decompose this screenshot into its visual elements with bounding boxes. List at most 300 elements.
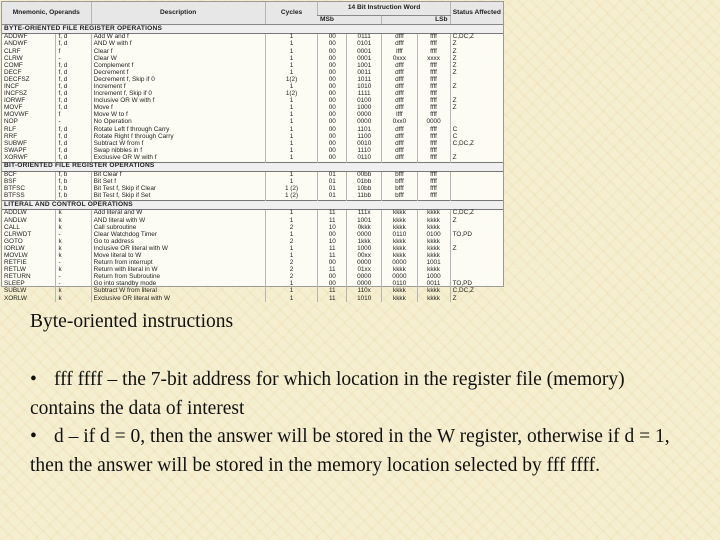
cell-cycles: 1 [265, 148, 318, 155]
cell-lsb: xxxx [417, 55, 450, 62]
cell-mnemonic: DECFSZ [4, 75, 30, 83]
cell-description: Clear f [91, 48, 265, 55]
cell-description: Clear W [91, 55, 265, 62]
cell-operands: f, b [56, 193, 91, 201]
bullet-text-fff: fff ffff – the 7-bit address for which location in the register file (memory) contains the data of interest [30, 369, 625, 419]
cell-bits-2: 0000 [347, 231, 382, 238]
cell-description: Go into standby mode [91, 281, 265, 288]
cell-bits-3: 0110 [382, 231, 417, 238]
cell-cycles: 1 [265, 98, 318, 105]
cell-bits-3: dfff [382, 140, 417, 147]
cell-msb: 00 [318, 34, 347, 42]
cell-cycles: 2 [265, 260, 318, 267]
cell-cycles: 1 [265, 69, 318, 76]
cell-msb: 00 [318, 41, 347, 48]
cell-status: Z [450, 98, 503, 105]
cell-status: C,DC,Z [450, 34, 503, 42]
table-row [2, 105, 503, 112]
cell-bits-2: 11bb [347, 193, 382, 201]
cell-lsb: ffff [417, 77, 450, 84]
cell-mnemonic: INCFSZ [4, 90, 28, 98]
cell-mnemonic: NOP [4, 118, 18, 126]
cell-mnemonic: RRF [4, 132, 18, 140]
cell-lsb: ffff [417, 193, 450, 201]
cell-mnemonic: CLRF [4, 47, 21, 55]
cell-mnemonic: ANDLW [4, 216, 27, 224]
cell-cycles: 1 [265, 210, 318, 218]
cell-status [450, 253, 503, 260]
cell-operands: k [56, 217, 91, 224]
cell-status: Z [450, 246, 503, 253]
cell-status [450, 148, 503, 155]
cell-cycles: 1 [265, 48, 318, 55]
cell-msb: 00 [318, 91, 347, 98]
cell-operands: k [56, 295, 91, 302]
table-row [2, 295, 503, 302]
cell-bits-2: 1000 [347, 246, 382, 253]
cell-msb: 01 [318, 171, 347, 179]
cell-mnemonic: ANDWF [4, 40, 28, 48]
cell-bits-3: lfff [382, 112, 417, 119]
cell-bits-2: 1111 [347, 91, 382, 98]
cell-msb: 10 [318, 224, 347, 231]
section-header-row [2, 201, 503, 210]
cell-mnemonic: MOVF [4, 104, 23, 112]
cell-status: Z [450, 217, 503, 224]
table-row [2, 140, 503, 147]
cell-status: C [450, 126, 503, 133]
cell-cycles: 1 [265, 84, 318, 91]
cell-bits-2: 0100 [347, 98, 382, 105]
cell-lsb: kkkk [417, 217, 450, 224]
cell-operands: k [56, 238, 91, 245]
cell-cycles: 1 [265, 288, 318, 295]
cell-msb: 00 [318, 62, 347, 69]
table-body [2, 25, 503, 303]
cell-mnemonic: RETURN [4, 273, 31, 281]
cell-operands: f, d [56, 69, 91, 76]
cell-msb: 00 [318, 77, 347, 84]
cell-msb: 00 [318, 98, 347, 105]
cell-bits-3: dfff [382, 148, 417, 155]
cell-operands: f, d [56, 140, 91, 147]
cell-cycles: 1(2) [265, 91, 318, 98]
cell-lsb: ffff [417, 126, 450, 133]
cell-bits-3: dfff [382, 62, 417, 69]
cell-bits-3: kkkk [382, 267, 417, 274]
cell-bits-3: dfff [382, 69, 417, 76]
cell-bits-3: dfff [382, 105, 417, 112]
cell-msb: 01 [318, 186, 347, 193]
section-header-row [2, 162, 503, 171]
cell-bits-2: 0000 [347, 112, 382, 119]
cell-operands: f, d [56, 84, 91, 91]
cell-lsb: 1000 [417, 274, 450, 281]
cell-description: Add W and f [91, 34, 265, 42]
cell-msb: 00 [318, 55, 347, 62]
cell-cycles: 1 [265, 140, 318, 147]
cell-bits-2: 01xx [347, 267, 382, 274]
cell-cycles: 1 [265, 231, 318, 238]
cell-status [450, 267, 503, 274]
cell-description: Clear Watchdog Timer [91, 231, 265, 238]
cell-mnemonic: IORWF [4, 97, 26, 105]
cell-msb: 00 [318, 274, 347, 281]
cell-lsb: ffff [417, 91, 450, 98]
cell-operands: - [56, 274, 91, 281]
cell-status [450, 77, 503, 84]
cell-bits-3: kkkk [382, 210, 417, 218]
cell-bits-2: 1001 [347, 217, 382, 224]
instruction-table [2, 2, 503, 302]
cell-status: Z [450, 41, 503, 48]
cell-cycles: 1 [265, 62, 318, 69]
bullet-marker: • [30, 426, 37, 448]
cell-lsb: ffff [417, 41, 450, 48]
cell-cycles: 1 [265, 155, 318, 163]
cell-operands: f, d [56, 41, 91, 48]
cell-operands: f, d [56, 105, 91, 112]
cell-description: Exclusive OR literal with W [91, 295, 265, 302]
cell-status: C,DC,Z [450, 288, 503, 295]
cell-status [450, 91, 503, 98]
cell-lsb: ffff [417, 62, 450, 69]
cell-bits-3: dfff [382, 98, 417, 105]
cell-msb: 00 [318, 119, 347, 126]
cell-description: Move W to f [91, 112, 265, 119]
table-row [2, 55, 503, 62]
cell-bits-2: 0010 [347, 140, 382, 147]
cell-description: Add literal and W [91, 210, 265, 218]
cell-operands: f, d [56, 148, 91, 155]
header-lsb: LSb [382, 16, 450, 25]
table-row [2, 84, 503, 91]
table-row [2, 91, 503, 98]
cell-cycles: 1 [265, 253, 318, 260]
cell-bits-3: dfff [382, 84, 417, 91]
cell-bits-3: 0000 [382, 260, 417, 267]
cell-status: Z [450, 48, 503, 55]
cell-description: Return from Subroutine [91, 274, 265, 281]
cell-msb: 11 [318, 267, 347, 274]
cell-bits-2: 110x [347, 288, 382, 295]
table-row [2, 126, 503, 133]
cell-lsb: ffff [417, 69, 450, 76]
cell-mnemonic: CLRWDT [4, 230, 32, 238]
cell-bits-2: 10bb [347, 186, 382, 193]
cell-operands: - [56, 55, 91, 62]
cell-description: Complement f [91, 62, 265, 69]
cell-mnemonic: SLEEP [4, 280, 25, 288]
header-cycles: Cycles [265, 2, 318, 25]
cell-description: Call subroutine [91, 224, 265, 231]
cell-mnemonic: XORLW [4, 294, 27, 302]
cell-lsb: ffff [417, 112, 450, 119]
cell-mnemonic: GOTO [4, 237, 23, 245]
cell-bits-2: 1101 [347, 126, 382, 133]
cell-msb: 00 [318, 133, 347, 140]
cell-cycles: 1 [265, 246, 318, 253]
cell-msb: 01 [318, 179, 347, 186]
cell-mnemonic: BTFSS [4, 192, 25, 200]
table-row [2, 133, 503, 140]
cell-lsb: kkkk [417, 246, 450, 253]
cell-status: TO,PD [450, 231, 503, 238]
cell-description: Move literal to W [91, 253, 265, 260]
cell-description: Return from interrupt [91, 260, 265, 267]
cell-lsb: kkkk [417, 295, 450, 302]
cell-description: Bit Set f [91, 179, 265, 186]
cell-msb: 00 [318, 105, 347, 112]
cell-cycles: 1 [265, 119, 318, 126]
cell-lsb: ffff [417, 84, 450, 91]
cell-mnemonic: ADDWF [4, 33, 28, 41]
cell-cycles: 2 [265, 238, 318, 245]
cell-bits-3: kkkk [382, 253, 417, 260]
section-title: BIT-ORIENTED FILE REGISTER OPERATIONS [2, 162, 503, 171]
cell-msb: 00 [318, 231, 347, 238]
cell-lsb: kkkk [417, 253, 450, 260]
cell-operands: - [56, 281, 91, 288]
cell-status: C,DC,Z [450, 210, 503, 218]
cell-bits-2: 1000 [347, 105, 382, 112]
cell-bits-3: 0110 [382, 281, 417, 288]
cell-description: Bit Test f, Skip if Set [91, 193, 265, 201]
cell-status: Z [450, 62, 503, 69]
cell-description: Increment f, Skip if 0 [91, 91, 265, 98]
cell-lsb: kkkk [417, 288, 450, 295]
cell-status: Z [450, 155, 503, 163]
cell-bits-3: dfff [382, 155, 417, 163]
table-row [2, 186, 503, 193]
cell-description: Decrement f [91, 69, 265, 76]
cell-bits-3: lfff [382, 48, 417, 55]
cell-lsb: ffff [417, 179, 450, 186]
cell-bits-2: 0000 [347, 281, 382, 288]
cell-lsb: kkkk [417, 210, 450, 218]
cell-description: Increment f [91, 84, 265, 91]
table-row [2, 34, 503, 42]
cell-description: Subtract W from f [91, 140, 265, 147]
cell-description: Rotate Left f through Carry [91, 126, 265, 133]
cell-operands: k [56, 288, 91, 295]
cell-bits-3: kkkk [382, 238, 417, 245]
cell-operands: - [56, 231, 91, 238]
cell-operands: k [56, 210, 91, 218]
cell-bits-2: 0kkk [347, 224, 382, 231]
cell-msb: 11 [318, 295, 347, 302]
cell-mnemonic: SUBWF [4, 139, 28, 147]
cell-mnemonic: MOVLW [4, 251, 28, 259]
cell-msb: 00 [318, 148, 347, 155]
cell-status: C,DC,Z [450, 140, 503, 147]
cell-cycles: 1 [265, 171, 318, 179]
cell-operands: f [56, 112, 91, 119]
cell-bits-3: kkkk [382, 217, 417, 224]
cell-lsb: ffff [417, 133, 450, 140]
cell-description: Inclusive OR W with f [91, 98, 265, 105]
cell-description: Decrement f, Skip if 0 [91, 77, 265, 84]
cell-msb: 00 [318, 69, 347, 76]
cell-bits-2: 0000 [347, 119, 382, 126]
cell-bits-3: kkkk [382, 288, 417, 295]
cell-lsb: ffff [417, 98, 450, 105]
cell-status: Z [450, 84, 503, 91]
bullet-marker: • [30, 369, 37, 390]
cell-operands: f, b [56, 179, 91, 186]
cell-bits-2: 111x [347, 210, 382, 218]
cell-mnemonic: SUBLW [4, 287, 27, 295]
cell-operands: k [56, 224, 91, 231]
cell-operands: - [56, 260, 91, 267]
cell-operands: f, d [56, 155, 91, 163]
cell-cycles: 1 [265, 112, 318, 119]
cell-bits-3: kkkk [382, 224, 417, 231]
cell-operands: f, d [56, 77, 91, 84]
cell-lsb: ffff [417, 105, 450, 112]
cell-msb: 11 [318, 246, 347, 253]
cell-lsb: 1001 [417, 260, 450, 267]
section-header-row [2, 25, 503, 34]
cell-mnemonic: XORWF [4, 153, 28, 161]
instruction-set-table [1, 1, 504, 302]
cell-bits-2: 1kkk [347, 238, 382, 245]
cell-description: AND W with f [91, 41, 265, 48]
cell-bits-3: dfff [382, 41, 417, 48]
cell-status: Z [450, 55, 503, 62]
cell-lsb: kkkk [417, 224, 450, 231]
cell-description: Return with literal in W [91, 267, 265, 274]
cell-msb: 00 [318, 155, 347, 163]
cell-msb: 00 [318, 260, 347, 267]
cell-description: No Operation [91, 119, 265, 126]
header-instruction-word: 14 Bit Instruction Word [318, 2, 450, 16]
cell-bits-3: 0000 [382, 274, 417, 281]
cell-description: Go to address [91, 238, 265, 245]
table-row [2, 69, 503, 76]
table-row [2, 119, 503, 126]
cell-lsb: ffff [417, 140, 450, 147]
cell-lsb: 0100 [417, 231, 450, 238]
cell-operands: k [56, 267, 91, 274]
cell-msb: 11 [318, 288, 347, 295]
cell-lsb: ffff [417, 48, 450, 55]
cell-status: Z [450, 105, 503, 112]
bullet-text-d: d – if d = 0, then the answer will be stored in the W register, otherwise if d = 1, then the answer will be stored in the memory location selected by fff ffff. [30, 426, 670, 476]
cell-bits-3: dfff [382, 126, 417, 133]
cell-msb: 10 [318, 238, 347, 245]
cell-bits-3: bfff [382, 186, 417, 193]
heading-byte-oriented: Byte-oriented instructions [30, 311, 234, 332]
cell-mnemonic: ADDLW [4, 209, 27, 217]
cell-mnemonic: RLF [4, 125, 17, 133]
cell-cycles: 1 [265, 295, 318, 302]
cell-bits-2: 1010 [347, 84, 382, 91]
cell-bits-2: 0101 [347, 41, 382, 48]
cell-description: Exclusive OR W with f [91, 155, 265, 163]
cell-cycles: 1 [265, 126, 318, 133]
cell-bits-2: 1001 [347, 62, 382, 69]
cell-bits-2: 0111 [347, 34, 382, 42]
cell-bits-3: kkkk [382, 295, 417, 302]
cell-msb: 00 [318, 140, 347, 147]
cell-status [450, 260, 503, 267]
cell-operands: f, b [56, 171, 91, 179]
cell-description: Bit Clear f [91, 171, 265, 179]
header-status: Status Affected [450, 2, 503, 25]
cell-bits-2: 0000 [347, 260, 382, 267]
cell-msb: 11 [318, 217, 347, 224]
cell-bits-3: bfff [382, 171, 417, 179]
cell-msb: 00 [318, 84, 347, 91]
cell-mnemonic: CLRW [4, 54, 23, 62]
cell-cycles: 1 [265, 34, 318, 42]
header-description: Description [91, 2, 265, 25]
cell-operands: k [56, 253, 91, 260]
cell-mnemonic: RETLW [4, 266, 26, 274]
cell-bits-3: 0xx0 [382, 119, 417, 126]
cell-cycles: 1 [265, 281, 318, 288]
header-msb: MSb [318, 16, 382, 25]
cell-operands: f, d [56, 62, 91, 69]
bullet-item-fff [30, 366, 690, 423]
cell-mnemonic: CALL [4, 223, 20, 231]
cell-msb: 11 [318, 253, 347, 260]
cell-msb: 00 [318, 112, 347, 119]
cell-status: Z [450, 295, 503, 302]
cell-lsb: kkkk [417, 267, 450, 274]
cell-mnemonic: SWAPF [4, 146, 27, 154]
cell-bits-2: 0001 [347, 48, 382, 55]
cell-description: AND literal with W [91, 217, 265, 224]
cell-lsb: kkkk [417, 238, 450, 245]
cell-bits-2: 1110 [347, 148, 382, 155]
cell-status [450, 193, 503, 201]
header-mnemonic: Mnemonic, Operands [2, 2, 91, 25]
table-row [2, 77, 503, 84]
cell-operands: k [56, 246, 91, 253]
cell-bits-2: 0011 [347, 69, 382, 76]
cell-cycles: 2 [265, 224, 318, 231]
table-row [2, 193, 503, 201]
cell-lsb: 0011 [417, 281, 450, 288]
cell-cycles: 1 (2) [265, 193, 318, 201]
table-row [2, 62, 503, 69]
cell-description: Swap nibbles in f [91, 148, 265, 155]
cell-msb: 11 [318, 210, 347, 218]
cell-mnemonic: IORLW [4, 244, 25, 252]
cell-status: C [450, 133, 503, 140]
cell-operands: f, d [56, 34, 91, 42]
cell-cycles: 2 [265, 274, 318, 281]
cell-operands: - [56, 119, 91, 126]
cell-bits-3: bfff [382, 179, 417, 186]
cell-lsb: ffff [417, 171, 450, 179]
cell-bits-3: kkkk [382, 246, 417, 253]
cell-cycles: 1 [265, 133, 318, 140]
cell-status [450, 119, 503, 126]
cell-cycles: 2 [265, 267, 318, 274]
cell-operands: f, d [56, 133, 91, 140]
cell-description: Inclusive OR literal with W [91, 246, 265, 253]
cell-status [450, 186, 503, 193]
cell-lsb: ffff [417, 34, 450, 42]
cell-operands: f, b [56, 186, 91, 193]
table-row [2, 179, 503, 186]
cell-mnemonic: INCF [4, 83, 19, 90]
cell-status: Z [450, 69, 503, 76]
cell-bits-2: 1011 [347, 77, 382, 84]
